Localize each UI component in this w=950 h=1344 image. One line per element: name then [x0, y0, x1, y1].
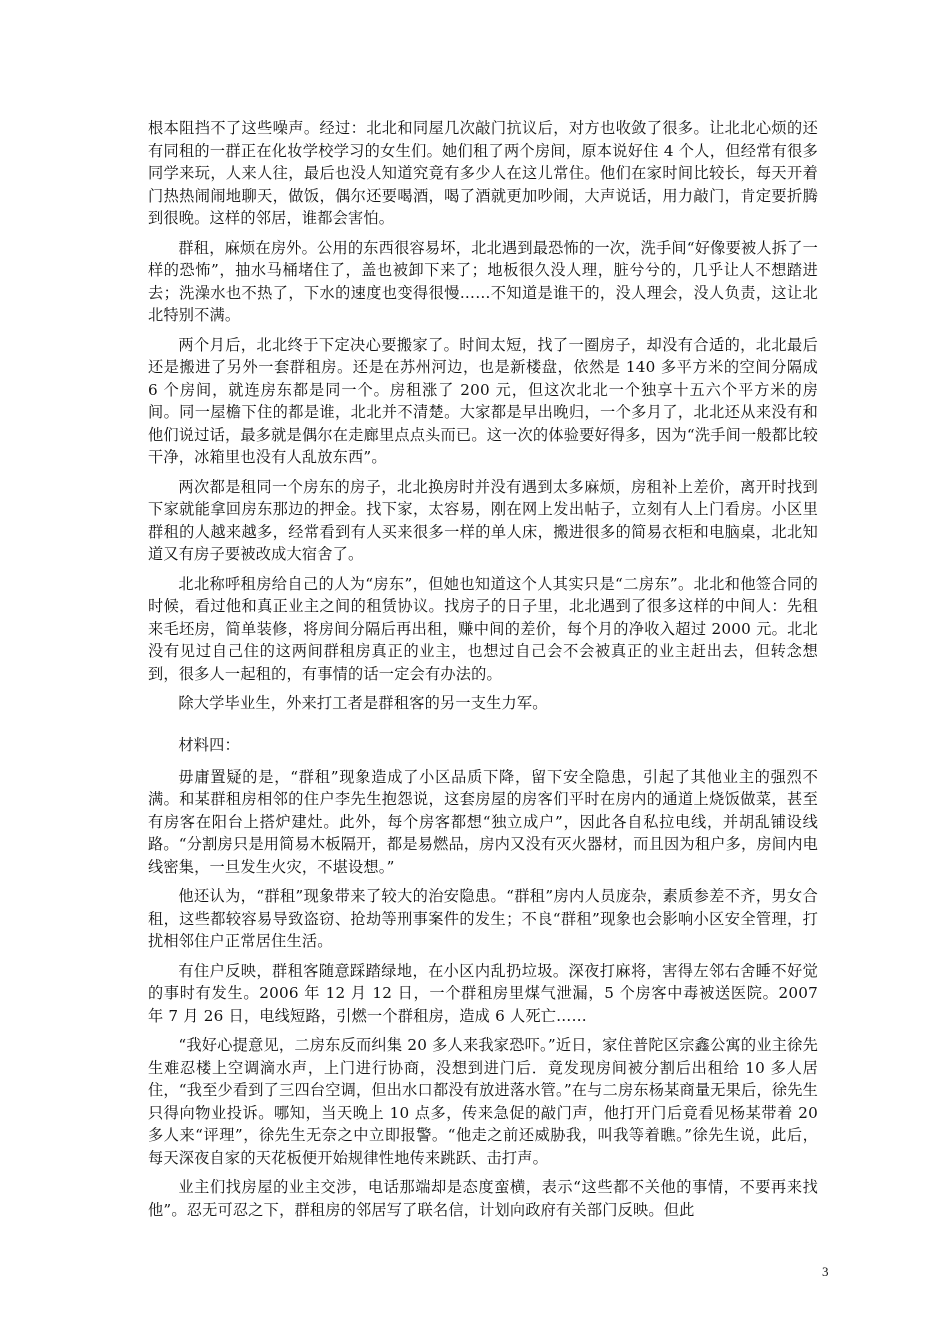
section-heading: 材料四：: [178, 736, 240, 754]
paragraph: 两个月后，北北终于下定决心要搬家了。时间太短，找了一圈房子，却没有合适的，北北最后还是搬进了另外一套群租房。还是在苏州河边，也是新楼盘，依然是 140 多平方米的空间分隔成 6 个房间，就连房东都是同一个。房租涨了 200 元，但这次北北一个独享十五六个平方米的房间。同一屋檐下住的都是谁，北北并不清楚。大家都是早出晚归，一个多月了，北北还从来没有和他们说过话，最多就是偶尔在走廊里点点头而已。这一次的体验要好得多，因为“洗手间一般都比较干净，冰箱里也没有人乱放东西”。: [148, 335, 818, 466]
paragraph: 业主们找房屋的业主交涉，电话那端却是态度蛮横，表示“这些都不关他的事情，不要再来找他”。忍无可忍之下，群租房的邻居写了联名信，计划向政府有关部门反映。但此: [148, 1178, 818, 1219]
body-text-top: [148, 117, 818, 722]
page-number: 3: [822, 1264, 829, 1279]
paragraph: 毋庸置疑的是，“群租”现象造成了小区品质下降，留下安全隐患，引起了其他业主的强烈不满。和某群租房相邻的住户李先生抱怨说，这套房屋的房客们平时在房内的通道上烧饭做菜，甚至有房客在阳台上搭炉建灶。此外，每个房客都想“独立成户”，因此各自私拉电线，并胡乱铺设线路。“分割房只是用简易木板隔开，都是易燃品，房内又没有灭火器材，而且因为租户多，房间内电线密集，一旦发生火灾，不堪设想。”: [148, 767, 818, 876]
paragraph: 北北称呼租房给自己的人为“房东”，但她也知道这个人其实只是“二房东”。北北和他签合同的时候，看过他和真正业主之间的租赁协议。找房子的日子里，北北遇到了很多这样的中间人：先租来毛坯房，简单装修，将房间分隔后再出租，赚中间的差价，每个月的净收入超过 2000 元。北北没有见过自己住的这两间群租房真正的业主，也想过自己会不会被真正的业主赶出去，但转念想到，很多人一起租的，有事情的话一定会有办法的。: [148, 574, 818, 683]
paragraph: 根本阻挡不了这些噪声。经过：北北和同屋几次敲门抗议后，对方也收敛了很多。让北北心烦的还有同租的一群正在化妆学校学习的女生们。她们租了两个房间，原本说好住 4 个人，但经常有很多同学来玩，人来人往，最后也没人知道究竟有多少人在这儿常住。他们在家时间比较长，每天开着门热热闹闹地聊天，做饭，偶尔还要喝酒，喝了酒就更加吵闹，大声说话，用力敲门，肯定要折腾到很晚。这样的邻居，谁都会害怕。: [148, 119, 818, 227]
paragraph: 除大学毕业生，外来打工者是群租客的另一支生力军。: [178, 694, 548, 712]
paragraph: 两次都是租同一个房东的房子，北北换房时并没有遇到太多麻烦，房租补上差价，离开时找到下家就能拿回房东那边的押金。找下家，太容易，刚在网上发出帖子，立刻有人上门看房。小区里群租的人越来越多，经常看到有人买来很多一样的单人床，搬进很多的简易衣柜和电脑桌，北北知道又有房子要被改成大宿舍了。: [148, 477, 818, 563]
paragraph: 有住户反映，群租客随意踩踏绿地，在小区内乱扔垃圾。深夜打麻将，害得左邻右舍睡不好觉的事时有发生。2006 年 12 月 12 日，一个群租房里煤气泄漏，5 个房客中毒被送医院。2007 年 7 月 26 日，电线短路，引燃一个群租房，造成 6 人死亡……: [148, 961, 818, 1025]
paragraph: 他还认为，“群租”现象带来了较大的治安隐患。“群租”房内人员庞杂，素质参差不齐，男女合租，这些都较容易导致盗窃、抢劫等刑事案件的发生；不良“群租”现象也会影响小区安全管理，打扰相邻住户正常居住生活。: [148, 887, 818, 950]
body-text-bottom: [148, 734, 818, 1228]
paragraph: “我好心提意见，二房东反而纠集 20 多人来我家恐吓。”近日，家住普陀区宗鑫公寓的业主徐先生难忍楼上空调滴水声，上门进行协商，没想到进门后．竟发现房间被分割后出租给 10 多人居住，“我至少看到了三四台空调，但出水口都没有放进落水管。”在与二房东杨某商量无果后，徐先生只得向物业投诉。哪知，当天晚上 10 点多，传来急促的敲门声，他打开门后竟看见杨某带着 20 多人来“评理”，徐先生无奈之中立即报警。“他走之前还威胁我，叫我等着瞧。”徐先生说，此后，每天深夜自家的天花板便开始规律性地传来跳跃、击打声。: [148, 1036, 818, 1167]
paragraph: 群租，麻烦在房外。公用的东西很容易坏，北北遇到最恐怖的一次，洗手间“好像要被人拆了一样的恐怖”，抽水马桶堵住了，盖也被卸下来了；地板很久没人理，脏兮兮的，几乎让人不想踏进去；洗澡水也不热了，下水的速度也变得很慢……不知道是谁干的，没人理会，没人负责，这让北北特别不满。: [148, 238, 818, 324]
